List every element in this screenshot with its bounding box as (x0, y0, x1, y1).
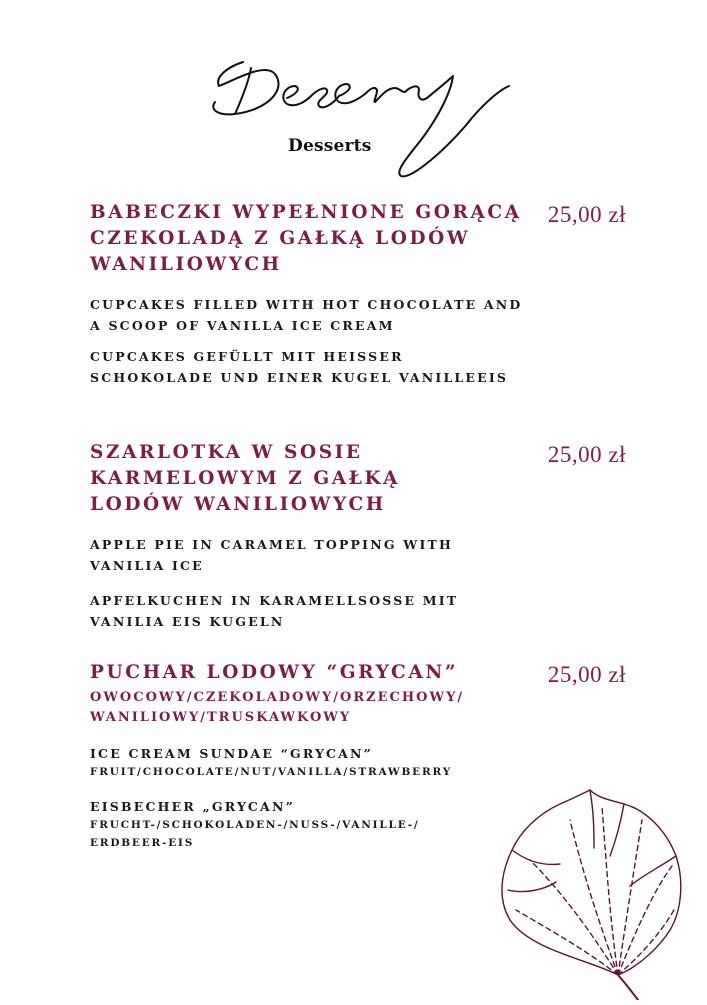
item-en-title: ICE CREAM SUNDAE “GRYCAN” (90, 746, 374, 761)
ginkgo-leaf-icon (490, 770, 690, 1000)
item-de-sub: FRUCHT-/SCHOKOLADEN-/NUSS-/VANILLE-/ ERDBEER-EIS (90, 819, 420, 849)
item-price: 25,00 zł (547, 442, 626, 467)
menu-item (90, 440, 670, 632)
item-en-sub: FRUIT/CHOCOLATE/NUT/VANILLA/STRAWBERRY (90, 766, 453, 778)
item-desc-de: CUPCAKES GEFÜLLT MIT HEISSER SCHOKOLADE UND EINER KUGEL VANILLEEIS (90, 349, 509, 385)
item-desc-de: APFELKUCHEN IN KARAMELLSOSSE MIT VANILIA EIS KUGELN (90, 593, 459, 629)
item-price: 25,00 zł (547, 202, 626, 227)
item-name: SZARLOTKA W SOSIE KARMELOWYM Z GAŁKĄ LODÓW WANILIOWYCH (90, 442, 401, 515)
item-name: PUCHAR LODOWY “GRYCAN” (90, 662, 459, 683)
script-title-desery (205, 40, 515, 190)
menu-item (90, 200, 670, 388)
item-desc-en: APPLE PIE IN CARAMEL TOPPING WITH VANILIA ICE (90, 537, 454, 573)
item-desc-en: CUPCAKES FILLED WITH HOT CHOCOLATE AND A SCOOP OF VANILLA ICE CREAM (90, 297, 523, 333)
item-flavours: OWOCOWY/CZEKOLADOWY/ORZECHOWY/ WANILIOWY/TRUSKAWKOWY (90, 690, 465, 725)
item-name: BABECZKI WYPEŁNIONE GORĄCĄ CZEKOLADĄ Z GAŁKĄ LODÓW WANILIOWYCH (90, 202, 522, 275)
item-price: 25,00 zł (547, 662, 626, 687)
item-de-title: EISBECHER „GRYCAN” (90, 799, 295, 814)
page-subtitle: Desserts (288, 136, 372, 156)
